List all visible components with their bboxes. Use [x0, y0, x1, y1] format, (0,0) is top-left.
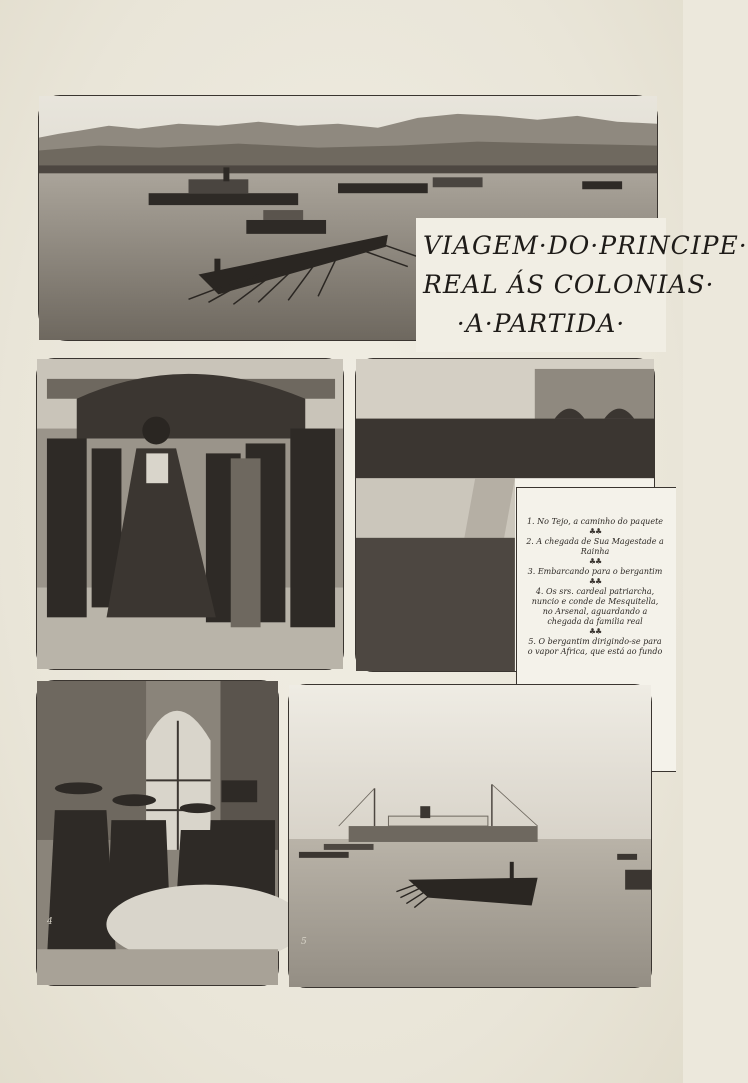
- photo-number-4: 4: [47, 917, 53, 927]
- photo-cardeal: [36, 680, 279, 986]
- title-line-2: REAL ÁS COLONIAS·: [423, 270, 715, 299]
- caption-1: 1. No Tejo, a caminho do paquete ♣♣: [526, 517, 664, 536]
- photo-number-5: 5: [301, 937, 307, 947]
- ornament-club-icon: ♣♣: [588, 557, 602, 566]
- caption-3: 3. Embarcando para o bergantim ♣♣: [527, 567, 663, 586]
- caption-5: 5. O bergantim dirigindo-se para o vapor Africa, que está ao fundo: [527, 637, 663, 656]
- photo-rainha: [36, 358, 344, 670]
- caption-2: 2. A chegada de Sua Magestade a Rainha ♣♣: [526, 537, 664, 566]
- ornament-club-icon: ♣♣: [588, 577, 602, 586]
- photo-rainha-image: [37, 359, 343, 669]
- ornament-club-icon: ♣♣: [588, 627, 602, 636]
- caption-4: 4. Os srs. cardeal patriarcha, nuncio e conde de Mesquitella, no Arsenal, aguardando a chegada da familia real ♣♣: [526, 587, 664, 636]
- title-line-3: ·A·PARTIDA·: [456, 309, 626, 338]
- photo-bergantim: [288, 684, 652, 988]
- photo-cardeal-image: [37, 681, 278, 985]
- captions-list: [526, 517, 664, 658]
- photo-bergantim-image: [289, 685, 651, 987]
- title-line-1: VIAGEM·DO·PRINCIPE·: [423, 231, 748, 260]
- page-title: [423, 226, 748, 343]
- ornament-club-icon: ♣♣: [588, 527, 602, 536]
